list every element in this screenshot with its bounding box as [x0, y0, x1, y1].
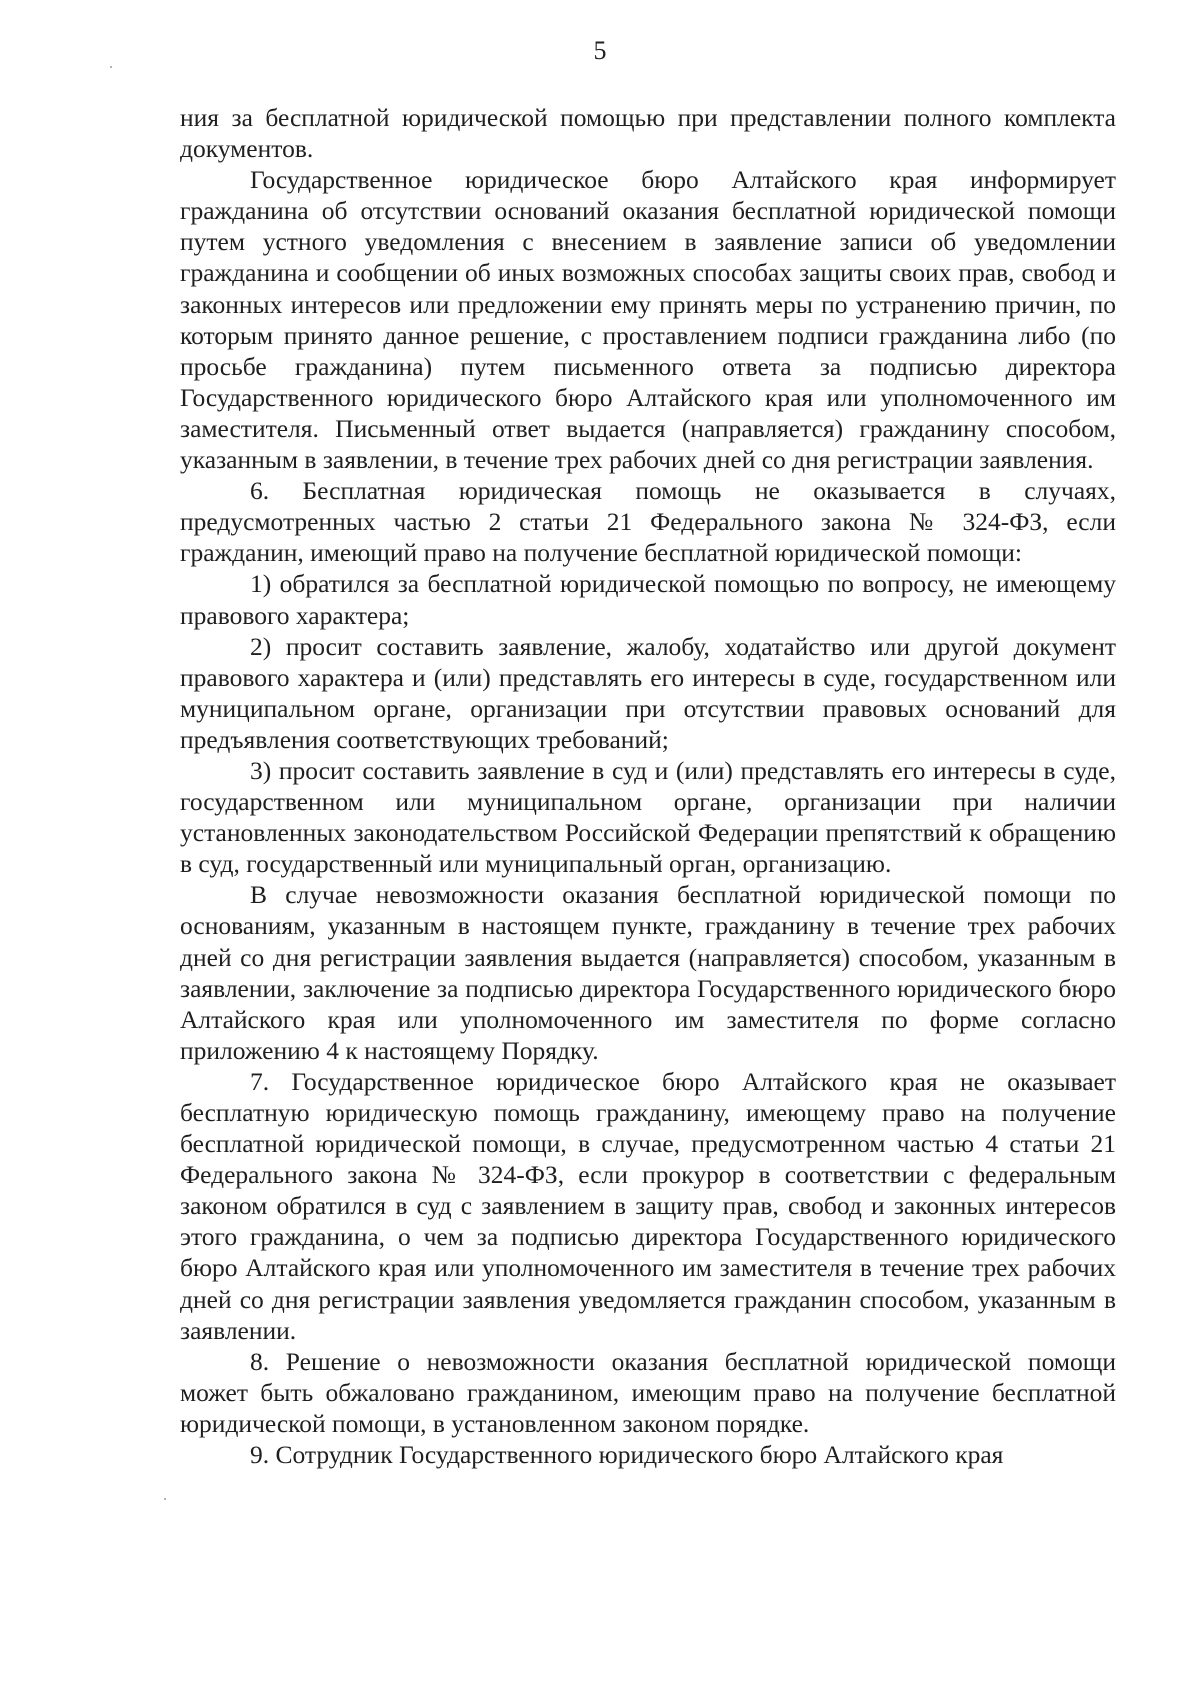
page-number: 5	[593, 36, 607, 65]
paragraph-item-7: 7. Государственное юридическое бюро Алтайского края не оказывает бесплатную юридическую помощь гражданину, имеющему право на получение бесплатной юридической помощи, в случае, предусмотренном частью 4 статьи 21 Федерального закона № 324-ФЗ, если прокурор в соответствии с федеральным законом обратился в суд с заявлением в защиту прав, свобод и законных интересов этого гражданина, о чем за подписью директора Государственного юридического бюро Алтайского края или уполномоченного им заместителя в течение трех рабочих дней со дня регистрации заявления уведомляется гражданин способом, указанным в заявлении.	[180, 1066, 1116, 1345]
paragraph-item-9: 9. Сотрудник Государственного юридического бюро Алтайского края	[250, 1440, 1004, 1470]
paragraph-impossibility-case: В случае невозможности оказания бесплатной юридической помощи по основаниям, указанным в настоящем пункте, гражданину в течение трех рабочих дней со дня регистрации заявления выдается (направляется) способом, указанным в заявлении, заключение за подписью директора Государственного юридического бюро Алтайского края или уполномоченного им заместителя по форме согласно приложению 4 к настоящему Порядку.	[180, 880, 1116, 1065]
scan-speck	[164, 1498, 166, 1500]
paragraph-item-8: 8. Решение о невозможности оказания бесплатной юридической помощи может быть обжаловано гражданином, имеющим право на получение бесплатной юридической помощи, в установленном законом порядке.	[180, 1346, 1116, 1438]
paragraph-subitem-2: 2) просит составить заявление, жалобу, ходатайство или другой документ правового характера и (или) представлять его интересы в суде, государственном или муниципальном органе, организации при отсутствии правовых оснований для предъявления соответствующих требований;	[180, 631, 1116, 754]
paragraph-item-6: 6. Бесплатная юридическая помощь не оказывается в случаях, предусмотренных частью 2 статьи 21 Федерального закона № 324-ФЗ, если гражданин, имеющий право на получение бесплатной юридической помощи:	[180, 476, 1116, 568]
paragraph-notification: Государственное юридическое бюро Алтайского края информирует гражданина об отсутствии оснований оказания бесплатной юридической помощи путем устного уведомления с внесением в заявление записи об уведомлении гражданина и сообщении об иных возможных способах защиты своих прав, свобод и законных интересов или предложении ему принять меры по устранению причин, по которым принято данное решение, с проставлением подписи гражданина либо (по просьбе гражданина) путем письменного ответа за подписью директора Государственного юридического бюро Алтайского края или уполномоченного им заместителя. Письменный ответ выдается (направляется) гражданину способом, указанным в заявлении, в течение трех рабочих дней со дня регистрации заявления.	[180, 165, 1116, 475]
paragraph-subitem-1: 1) обратился за бесплатной юридической помощью по вопросу, не имеющему правового характера;	[180, 569, 1116, 630]
paragraph-continuation: ния за бесплатной юридической помощью при представлении полного комплекта документов.	[180, 103, 1116, 164]
scan-speck	[110, 66, 112, 68]
paragraph-subitem-3: 3) просит составить заявление в суд и (или) представлять его интересы в суде, государственном или муниципальном органе, организации при наличии установленных законодательством Российской Федерации препятствий к обращению в суд, государственный или муниципальный орган, организацию.	[180, 755, 1116, 879]
document-body	[180, 102, 1116, 1470]
